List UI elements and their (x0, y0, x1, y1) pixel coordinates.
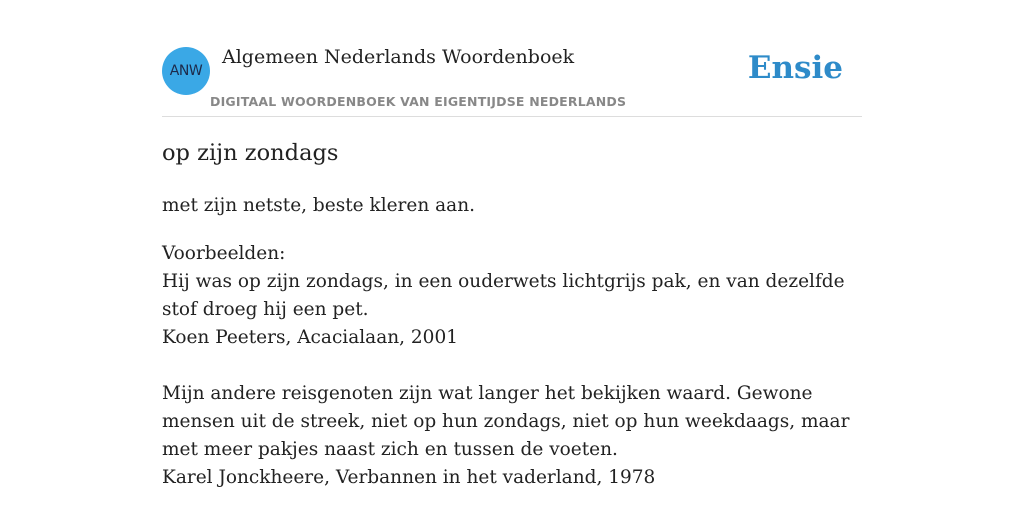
example-source: Karel Jonckheere, Verbannen in het vaderland, 1978 (162, 467, 656, 488)
examples-section (162, 240, 862, 492)
entry-term: op zijn zondags (162, 140, 339, 166)
site-title[interactable]: Algemeen Nederlands Woordenboek (222, 46, 575, 68)
ensie-brand-logo[interactable]: Ensie (747, 50, 843, 86)
anw-logo[interactable] (162, 47, 210, 95)
example-text: Mijn andere reisgenoten zijn wat langer het bekijken waard. Gewone mensen uit de streek, niet op hun zondags, niet op hun weekdaags, maar met meer pakjes naast zich en tussen de voeten. (162, 383, 850, 460)
content-card (162, 0, 862, 488)
site-header (162, 0, 862, 117)
example-text: Hij was op zijn zondags, in een ouderwets lichtgrijs pak, en van dezelfde stof droeg hij een pet. (162, 271, 845, 320)
example-divider (162, 352, 862, 380)
example-source: Koen Peeters, Acacialaan, 2001 (162, 327, 458, 348)
entry-definition: met zijn netste, beste kleren aan. (162, 195, 476, 216)
anw-logo-text: ANW (169, 63, 203, 79)
site-subtitle: DIGITAAL WOORDENBOEK VAN EIGENTIJDSE NEDERLANDS (210, 94, 627, 109)
examples-label: Voorbeelden: (162, 243, 286, 264)
